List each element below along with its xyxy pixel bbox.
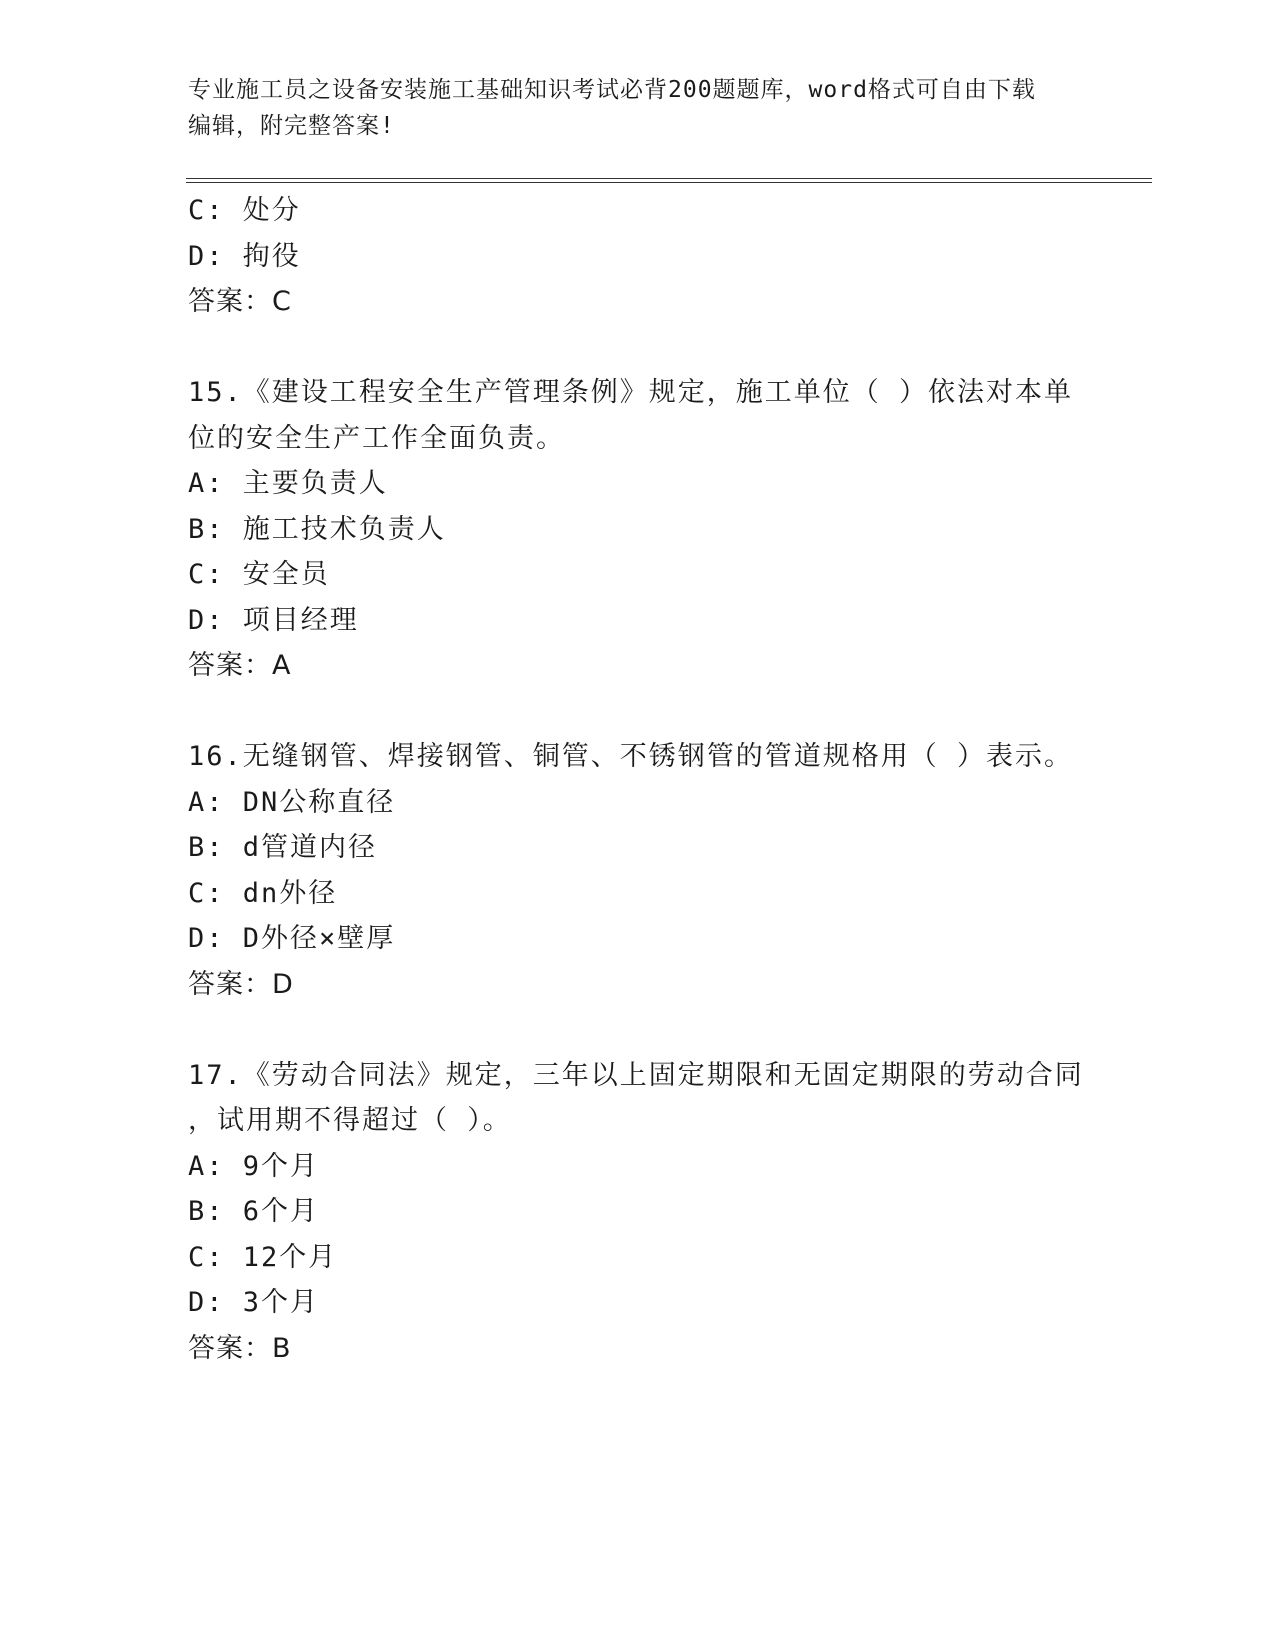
option-d: D: 3个月	[188, 1287, 320, 1318]
option-c: C: 安全员	[188, 559, 330, 590]
spacer	[188, 689, 1088, 735]
option-b: B: 6个月	[188, 1196, 320, 1227]
option-b: B: 施工技术负责人	[188, 513, 446, 545]
option-d: D: 拘役	[188, 240, 301, 272]
question-stem-line: 15.《建设工程安全生产管理条例》规定，施工单位（ ）依法对本单	[188, 377, 1074, 408]
option-c: C: 处分	[188, 195, 301, 226]
header-title-line-1: 专业施工员之设备安装施工基础知识考试必背200题题库，word格式可自由下载	[188, 77, 1036, 103]
answer-line: 答案：A	[188, 650, 292, 681]
spacer	[188, 325, 1088, 371]
question-stem-line: 位的安全生产工作全面负责。	[188, 422, 565, 454]
option-a: A: 主要负责人	[188, 468, 388, 499]
document-body	[188, 188, 1088, 1371]
question-stem-line: 17.《劳动合同法》规定，三年以上固定期限和无固定期限的劳动合同	[188, 1059, 1084, 1091]
option-d: D: D外径×壁厚	[188, 923, 396, 954]
question-16	[188, 734, 1088, 1007]
option-a: A: 9个月	[188, 1150, 320, 1182]
header-title-line-2: 编辑，附完整答案!	[188, 113, 395, 139]
option-c: C: dn外径	[188, 877, 338, 909]
question-stem-line: 16.无缝钢管、焊接钢管、铜管、不锈钢管的管道规格用（ ）表示。	[188, 741, 1074, 772]
option-c: C: 12个月	[188, 1241, 338, 1273]
answer-line: 答案：C	[188, 286, 292, 317]
page-header	[188, 72, 1088, 144]
spacer	[188, 1007, 1088, 1053]
option-b: B: d管道内径	[188, 832, 378, 863]
question-17	[188, 1053, 1088, 1372]
question-14-continued	[188, 188, 1088, 325]
header-divider	[186, 178, 1152, 183]
answer-line: 答案：D	[188, 968, 294, 1000]
option-a: A: DN公称直径	[188, 786, 396, 818]
option-d: D: 项目经理	[188, 604, 359, 636]
question-15	[188, 370, 1088, 689]
answer-line: 答案：B	[188, 1332, 292, 1364]
question-stem-line: ，试用期不得超过（ ）。	[188, 1105, 512, 1136]
